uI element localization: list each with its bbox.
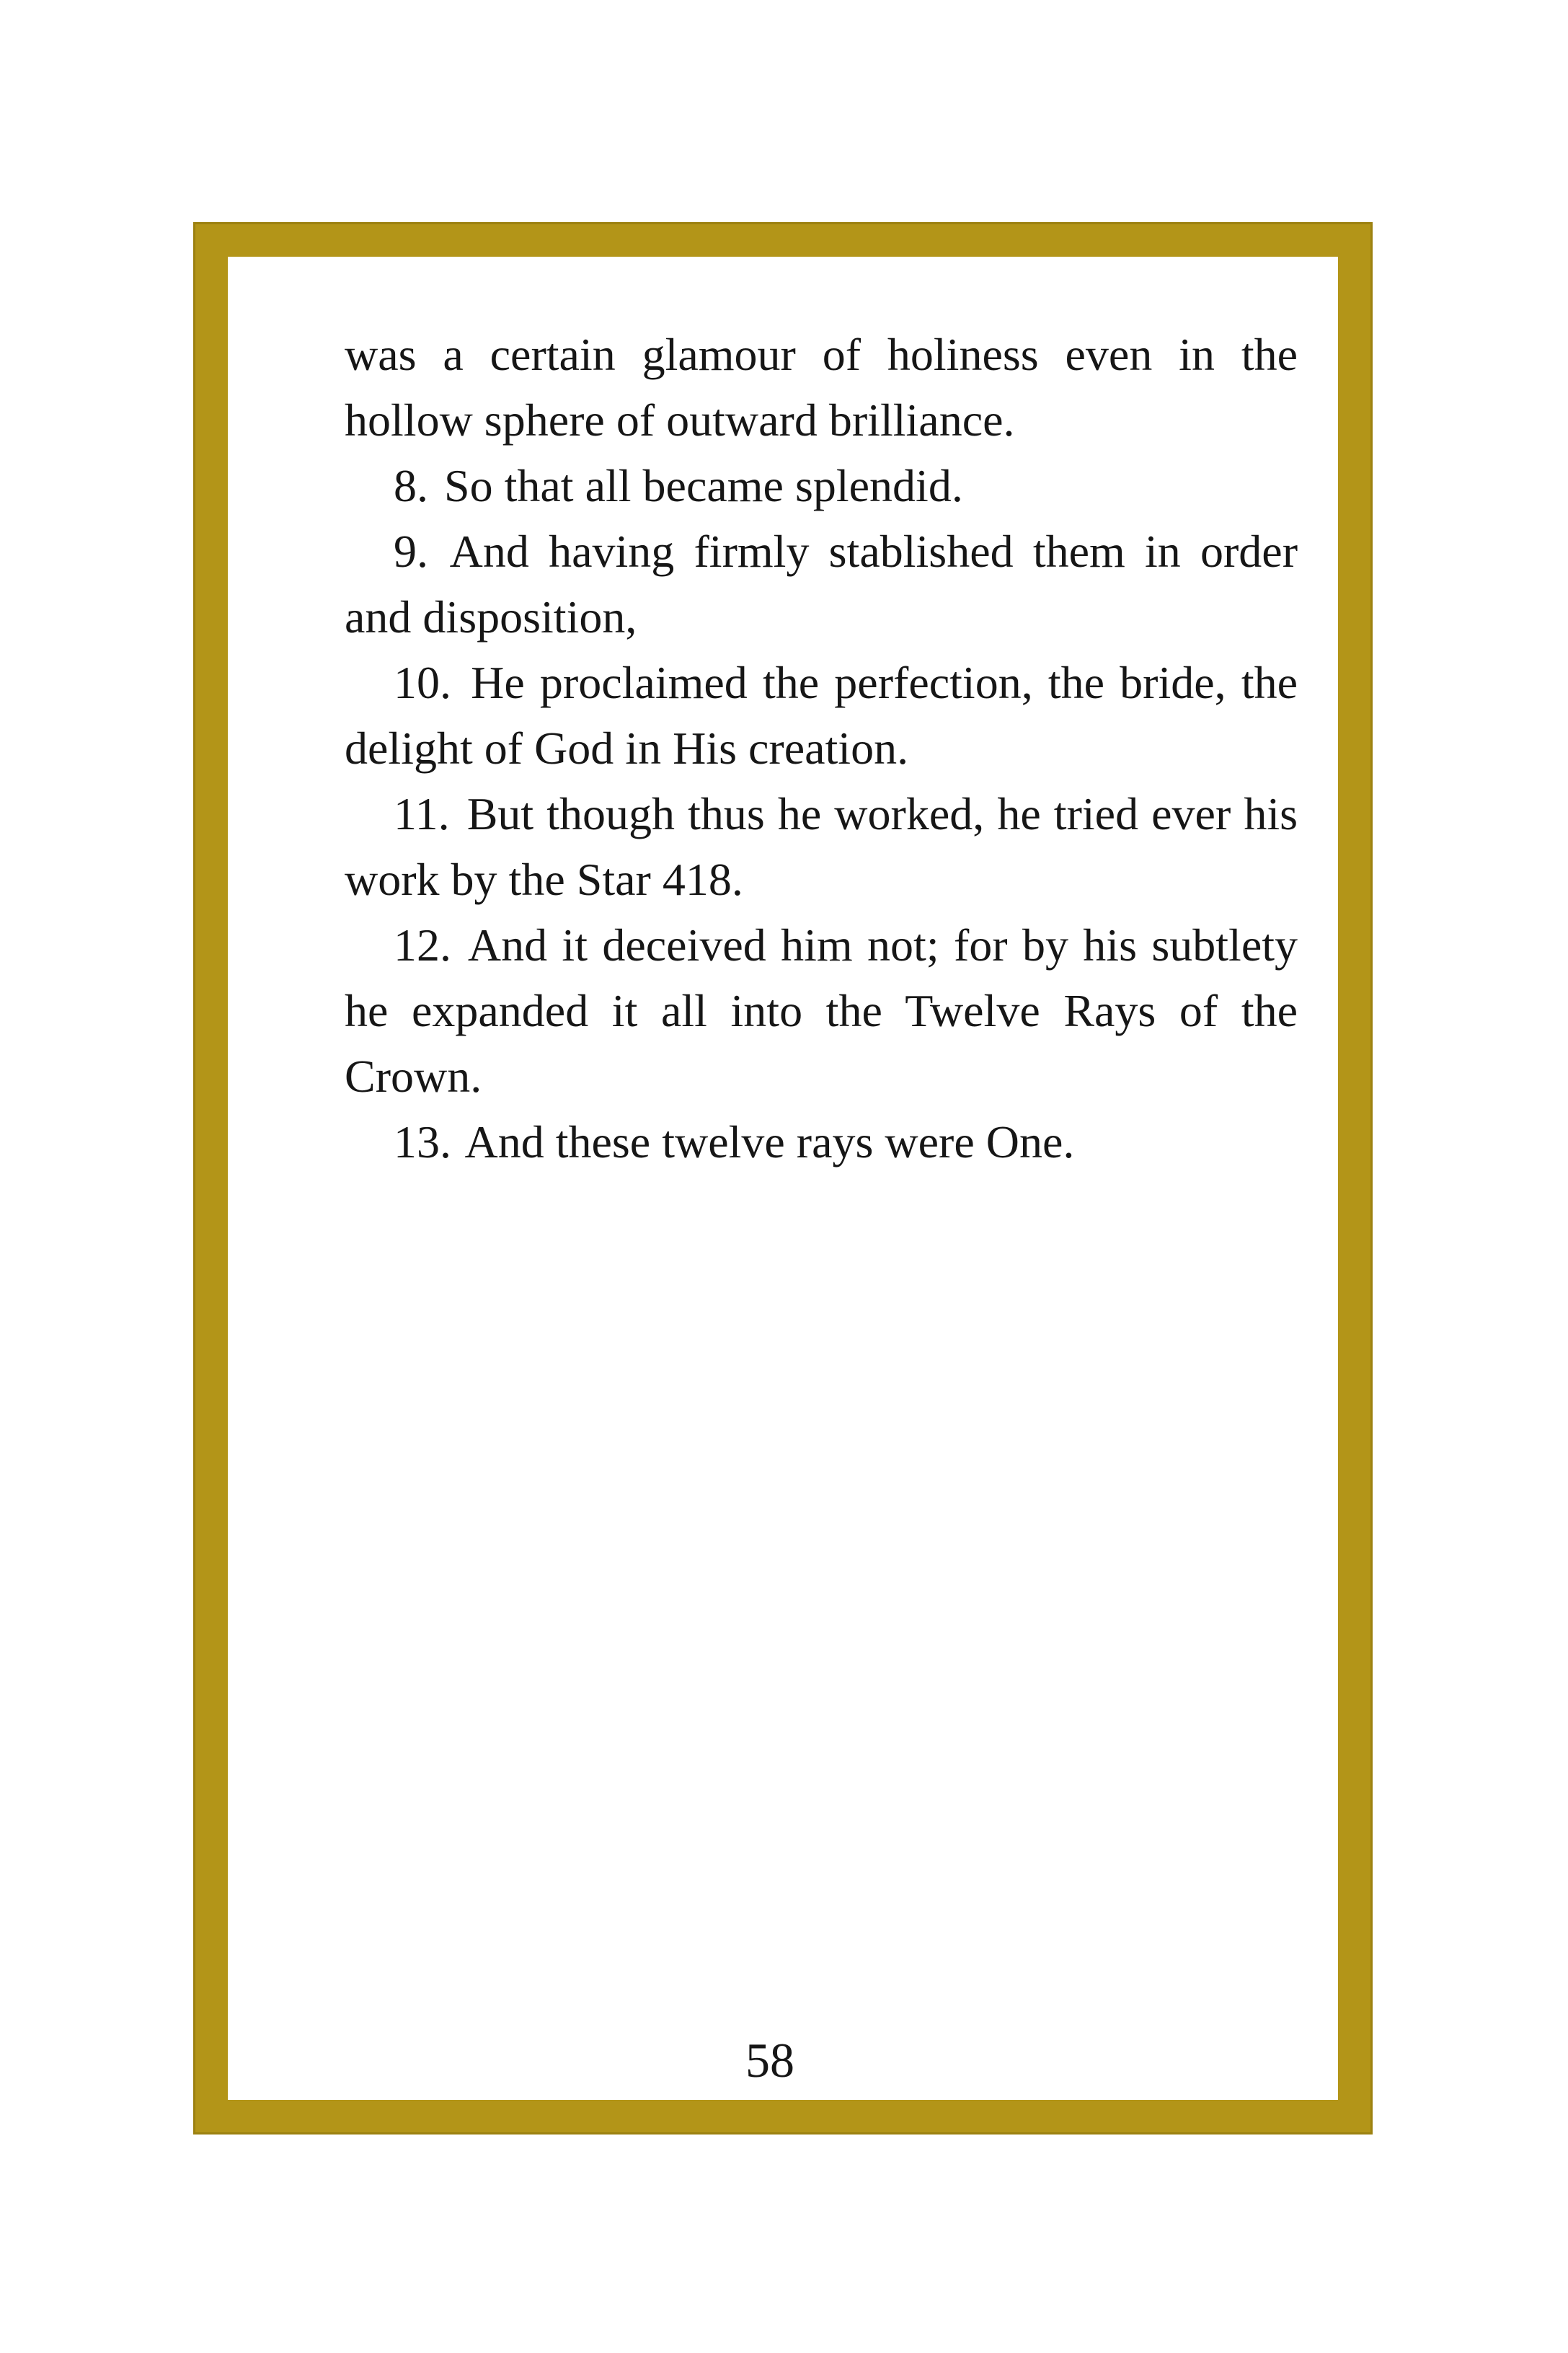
verse-number: 8.	[394, 460, 428, 511]
verse-10	[345, 650, 1298, 781]
verse-text: So that all became splendid.	[444, 460, 963, 511]
page-number-text: 58	[745, 2033, 794, 2088]
verse-13	[345, 1109, 1298, 1175]
verse-text: But though thus he worked, he tried ever his work by the Star 418.	[345, 788, 1298, 905]
verse-12	[345, 912, 1298, 1109]
verse-text: was a certain glamour of holiness even in the hollow sphere of outward brilliance.	[345, 329, 1298, 446]
verse-text: And having firmly stablished them in order and disposition,	[345, 526, 1298, 643]
verse-number: 10.	[394, 657, 451, 708]
verse-8	[345, 453, 1298, 518]
verse-number: 9.	[394, 526, 428, 577]
verse-continuation	[345, 322, 1298, 453]
verse-text: And it deceived him not; for by his subtlety he expanded it all into the Twelve Rays of the Crown.	[345, 919, 1298, 1102]
verse-number: 13.	[394, 1116, 451, 1167]
verse-text: He proclaimed the perfection, the bride, the delight of God in His creation.	[345, 657, 1298, 774]
verse-9	[345, 518, 1298, 650]
verse-text: And these twelve rays were One.	[464, 1116, 1075, 1167]
verse-11	[345, 781, 1298, 912]
verse-number: 11.	[394, 788, 450, 839]
verse-number: 12.	[394, 919, 451, 971]
gold-page-border	[193, 222, 1373, 2135]
page-number	[228, 2032, 1338, 2089]
verse-text-block	[345, 322, 1298, 1175]
